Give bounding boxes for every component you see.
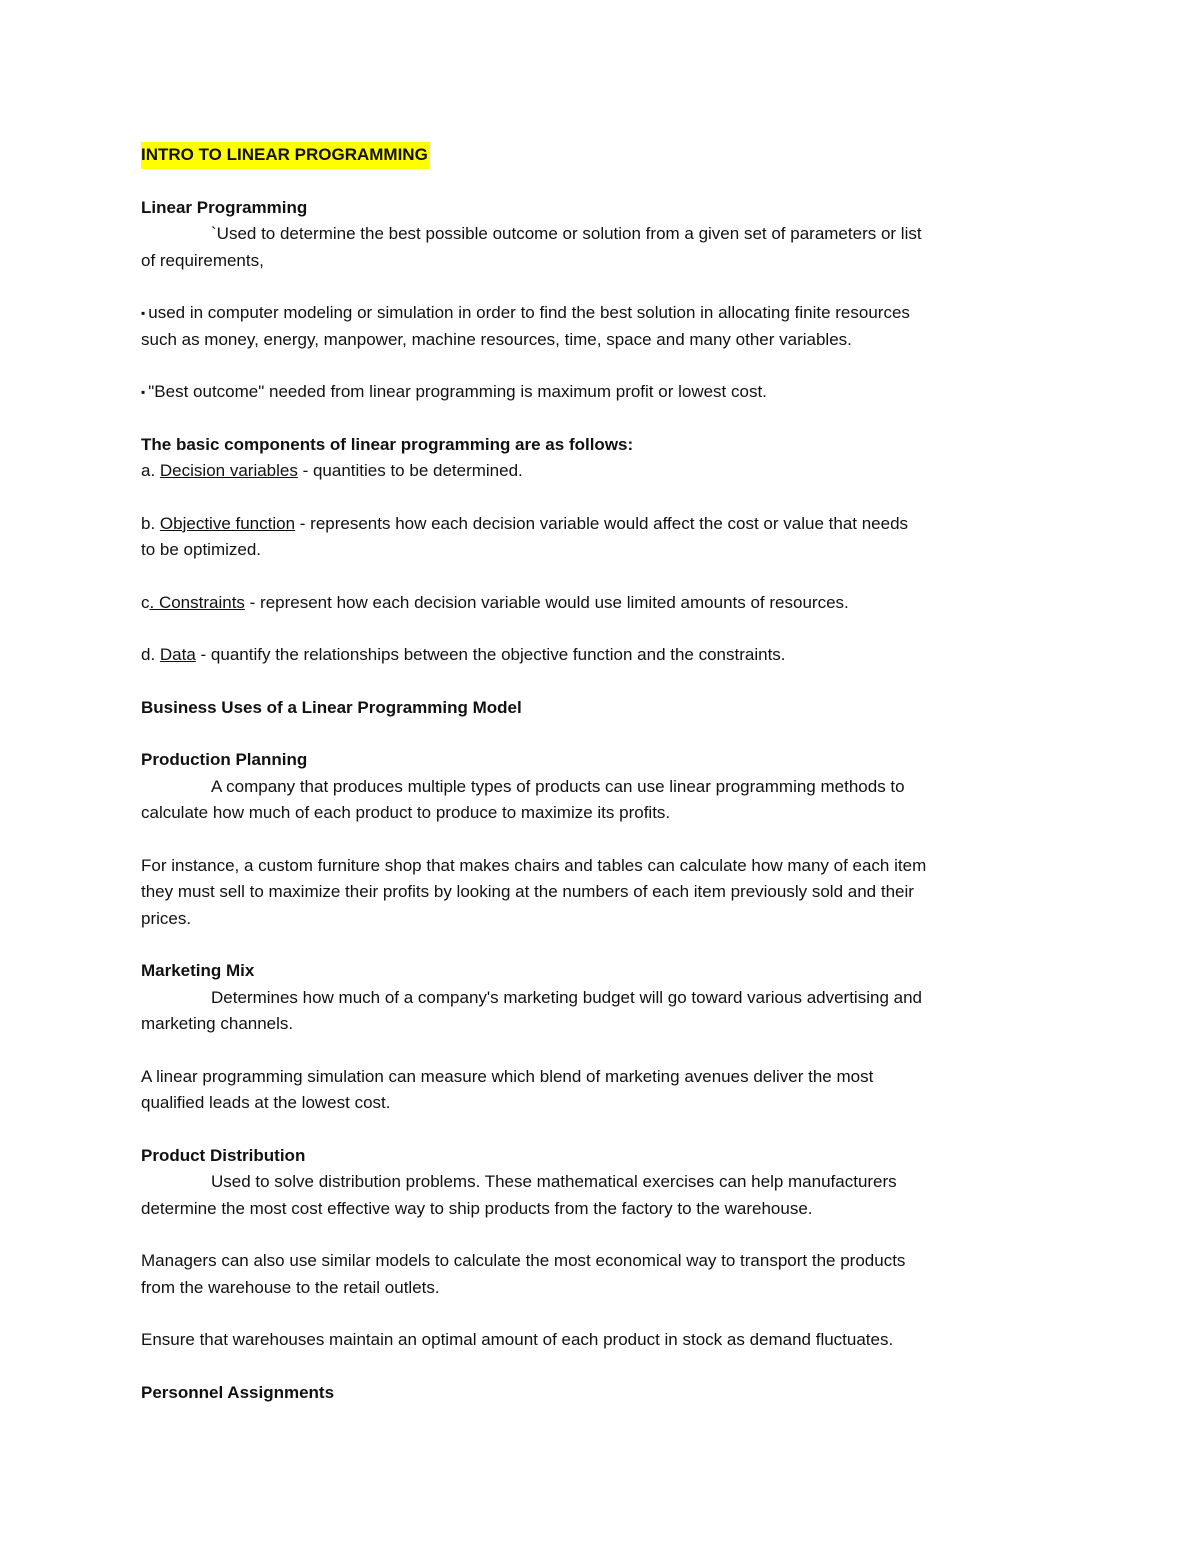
paragraph-line: qualified leads at the lowest cost. — [141, 1093, 391, 1112]
business-uses-heading: Business Uses of a Linear Programming Model — [141, 697, 522, 717]
paragraph-line: prices. — [141, 908, 192, 928]
paragraph-line: they must sell to maximize their profits by looking at the numbers of each item previously sold and their — [141, 882, 914, 901]
paragraph-line: A company that produces multiple types of products can use linear programming methods to — [211, 776, 905, 796]
section-heading-linear-programming: Linear Programming — [141, 197, 308, 217]
paragraph-line: Determines how much of a company's marketing budget will go toward various advertising and — [211, 987, 922, 1007]
paragraph-line: Ensure that warehouses maintain an optimal amount of each product in stock as demand fluctuates. — [141, 1330, 894, 1349]
document-title: INTRO TO LINEAR PROGRAMMING — [141, 142, 430, 169]
bullet-text: used in computer modeling or simulation in order to find the best solution in allocating finite resources — [148, 303, 910, 322]
paragraph-line: calculate how much of each product to produce to maximize its profits. — [141, 803, 671, 822]
subheading-personnel-assignments: Personnel Assignments — [141, 1382, 335, 1402]
paragraph-line: from the warehouse to the retail outlets. — [141, 1277, 440, 1297]
component-item-b — [141, 511, 1060, 538]
definition-line: of requirements, — [141, 250, 264, 270]
paragraph-line: marketing channels. — [141, 1014, 294, 1033]
bullet-icon: ▪ — [141, 385, 146, 399]
component-item-c — [141, 590, 1060, 617]
document-title-line — [141, 142, 1060, 169]
component-item-a — [141, 458, 1060, 485]
subheading-marketing-mix: Marketing Mix — [141, 961, 255, 980]
paragraph-line: For instance, a custom furniture shop that makes chairs and tables can calculate how many of each item — [141, 855, 927, 875]
subheading-product-distribution: Product Distribution — [141, 1145, 306, 1165]
bullet-text: "Best outcome" needed from linear programming is maximum profit or lowest cost. — [148, 382, 767, 401]
paragraph-line: determine the most cost effective way to ship products from the factory to the warehouse. — [141, 1198, 813, 1218]
component-description-continued: to be optimized. — [141, 540, 262, 559]
component-description: - quantify the relationships between the objective function and the constraints. — [195, 645, 786, 664]
bullet-item — [141, 379, 1060, 406]
bullet-icon: ▪ — [141, 306, 146, 320]
component-term: Data — [159, 645, 196, 664]
item-prefix: b. — [141, 513, 160, 533]
component-term: Decision variables — [159, 461, 298, 480]
bullet-text-continued: such as money, energy, manpower, machine resources, time, space and many other variables. — [141, 329, 852, 349]
item-prefix: a. — [141, 461, 160, 480]
item-prefix: c — [141, 592, 150, 612]
subheading-production-planning: Production Planning — [141, 750, 308, 769]
component-description: - represent how each decision variable would use limited amounts of resources. — [244, 592, 849, 612]
definition-line: `Used to determine the best possible outcome or solution from a given set of parameters or list — [211, 224, 922, 243]
component-term: . Constraints — [149, 592, 245, 612]
item-prefix: d. — [141, 645, 160, 664]
paragraph-line: Managers can also use similar models to calculate the most economical way to transport the products — [141, 1251, 906, 1270]
components-heading: The basic components of linear programming are as follows: — [141, 434, 634, 454]
paragraph-line: Used to solve distribution problems. These mathematical exercises can help manufacturers — [211, 1172, 897, 1191]
bullet-item — [141, 300, 1060, 327]
component-item-d — [141, 642, 1060, 669]
component-term: Objective function — [159, 513, 296, 533]
component-description: - quantities to be determined. — [297, 461, 523, 480]
component-description: - represents how each decision variable would affect the cost or value that needs — [295, 513, 909, 533]
paragraph-line: A linear programming simulation can measure which blend of marketing avenues deliver the most — [141, 1066, 874, 1086]
